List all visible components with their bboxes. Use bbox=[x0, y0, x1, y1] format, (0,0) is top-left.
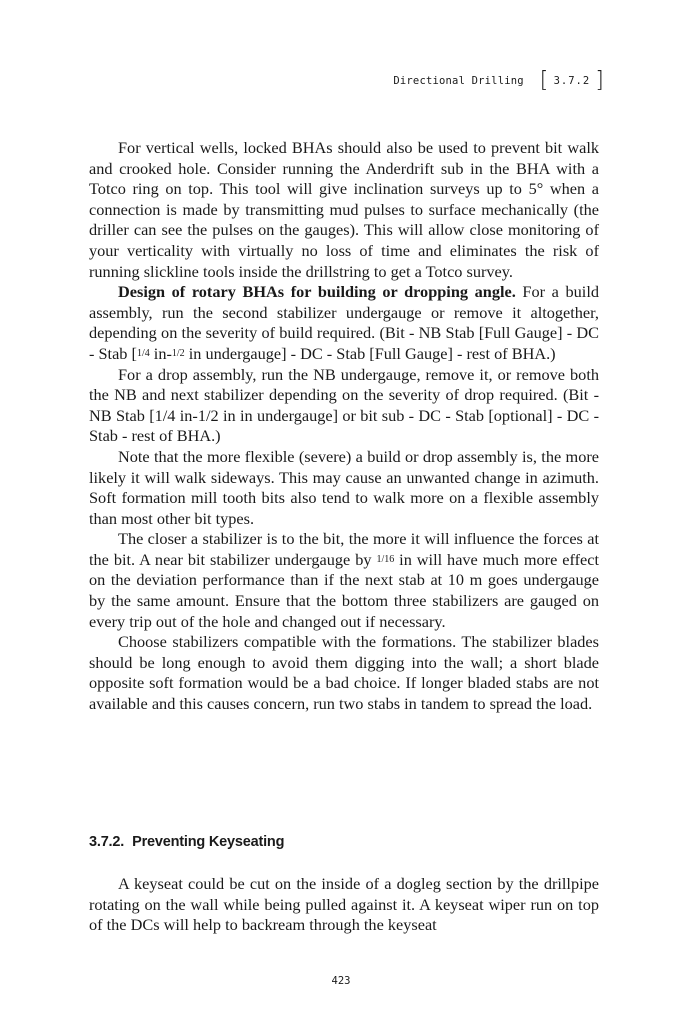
section-heading bbox=[89, 834, 284, 850]
section-title: Preventing Keyseating bbox=[132, 834, 285, 850]
paragraph-text: in undergauge] - DC - Stab [Full Gauge] - rest of BHA.) bbox=[184, 343, 556, 363]
paragraph-lead-bold: Design of rotary BHAs for building or dropping angle. bbox=[118, 282, 516, 302]
bracket-close: ] bbox=[595, 68, 604, 93]
running-head bbox=[393, 70, 606, 92]
paragraph-rotary-bha-design bbox=[89, 282, 599, 364]
paragraph-text: in- bbox=[149, 343, 172, 363]
body-text bbox=[89, 138, 599, 715]
paragraph-text: For a build assembly, run the second stabilizer undergauge or remove it altogether, depending on the severity of build required. (Bit - NB Stab [Full Gauge] - DC - Stab [ bbox=[89, 282, 599, 363]
paragraph-stabilizer-position bbox=[89, 529, 599, 632]
fraction-sixteenth: 1/16 bbox=[376, 553, 395, 565]
running-section-number: 3.7.2 bbox=[553, 75, 591, 87]
fraction-quarter: 1/4 bbox=[136, 347, 150, 359]
paragraph-flexible-assembly: Note that the more flexible (severe) a build or drop assembly is, the more likely it will walk sideways. This may cause an unwanted change in azimuth. Soft formation mill tooth bits also tend to walk more on a flexible assembly than most other bit types. bbox=[89, 446, 599, 528]
paragraph-text: The closer a stabilizer is to the bit, the more it will influence the forces at the bit. A near bit stabilizer undergauge by bbox=[89, 529, 599, 569]
section-body bbox=[89, 874, 599, 936]
page-number: 423 bbox=[331, 975, 351, 987]
running-title: Directional Drilling bbox=[393, 75, 524, 87]
fraction-half: 1/2 bbox=[171, 347, 185, 359]
paragraph-drop-assembly: For a drop assembly, run the NB undergauge, remove it, or remove both the NB and next stabilizer depending on the severity of drop required. (Bit - NB Stab [1/4 in-1/2 in in undergauge] or bit sub - DC - Stab [optional] - DC - Stab - rest of BHA.) bbox=[89, 364, 599, 446]
bracket-open: [ bbox=[539, 68, 549, 93]
paragraph-choose-stabilizers: Choose stabilizers compatible with the formations. The stabilizer blades should be long enough to avoid them digging into the wall; a short blade opposite soft formation would be a bad choice. If longer bladed stabs are not available and this causes concern, run two stabs in tandem to spread the load. bbox=[89, 632, 599, 714]
paragraph-keyseat: A keyseat could be cut on the inside of a dogleg section by the drillpipe rotating on the wall while being pulled against it. A keyseat wiper run on top of the DCs will help to backream through the keyseat bbox=[89, 874, 599, 935]
paragraph-text: in will have much more effect on the deviation performance than if the next stab at 10 m goes undergauge by the same amount. Ensure that the bottom three stabilizers are gauged on every trip out of the hole and changed out if necessary. bbox=[89, 549, 599, 631]
paragraph-vertical-wells: For vertical wells, locked BHAs should also be used to prevent bit walk and crooked hole. Consider running the Anderdrift sub in the BHA with a Totco ring on top. This tool will give inclination surveys up to 5° when a connection is made by transmitting mud pulses to surface mechanically (the driller can see the pulses on the gauges). This will allow close monitoring of your verticality with virtually no loss of time and eliminates the risk of running slickline tools inside the drillstring to get a Totco survey. bbox=[89, 138, 599, 281]
section-number: 3.7.2. bbox=[89, 834, 125, 850]
